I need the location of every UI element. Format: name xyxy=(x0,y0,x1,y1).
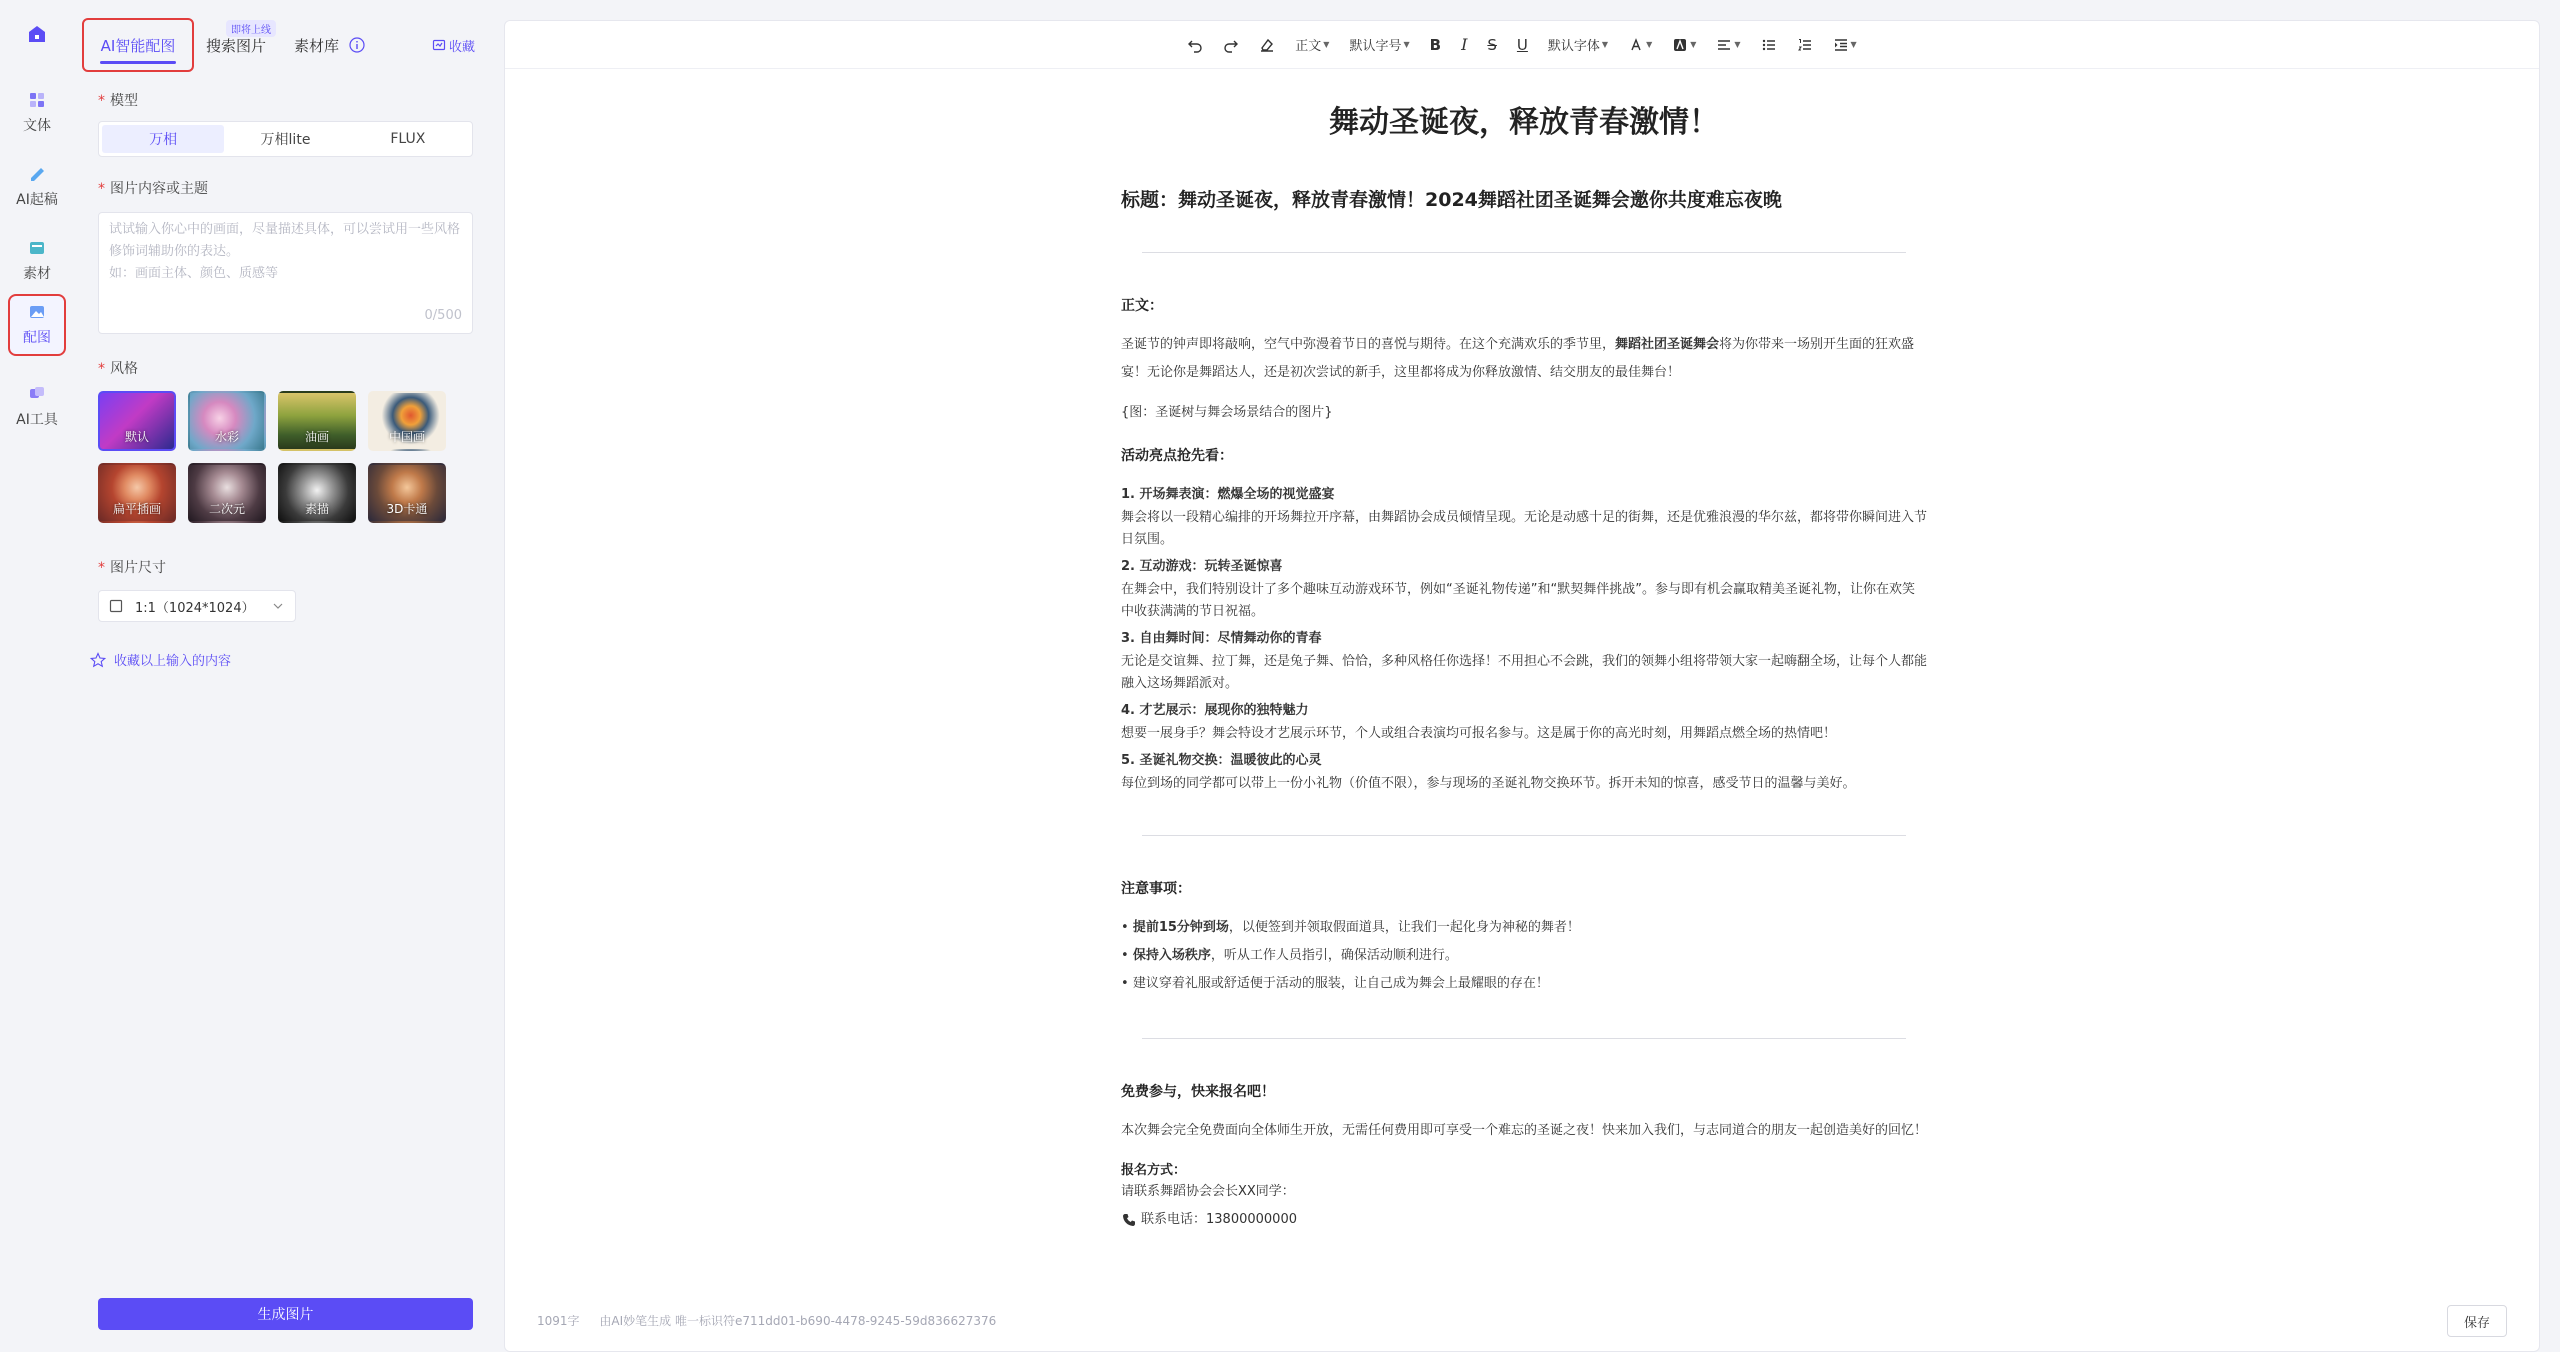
rail-item-ai-draft[interactable]: AI起稿 xyxy=(8,156,66,218)
bullet-list-icon xyxy=(1761,37,1777,53)
align-left-icon xyxy=(1716,37,1732,53)
highlight-item: 4. 才艺展示：展现你的独特魅力 想要一展身手？舞会特设才艺展示环节，个人或组合表演均可报名参与。这是属于你的高光时刻，用舞蹈点燃全场的热情吧！ xyxy=(1121,703,1837,741)
font-size-select[interactable]: 默认字号 ▼ xyxy=(1349,35,1409,54)
italic-button[interactable]: I xyxy=(1461,35,1468,54)
size-select[interactable] xyxy=(98,590,296,622)
highlight-icon xyxy=(1672,37,1688,53)
model-option-wanxiang-lite[interactable]: 万相lite xyxy=(260,132,311,148)
chevron-down-icon xyxy=(271,599,285,613)
divider xyxy=(1142,252,1906,253)
tab-ai-image[interactable]: AI智能配图 xyxy=(82,18,194,72)
image-panel xyxy=(74,0,494,1352)
doc-subtitle: 标题：舞动圣诞夜，释放青春激情！2024舞蹈社团圣诞舞会邀你共度难忘夜晚 xyxy=(1121,189,1782,211)
left-rail xyxy=(0,0,74,1352)
free-heading: 免费参与，快来报名吧！ xyxy=(1121,1084,1275,1100)
rail-item-image[interactable]: 配图 xyxy=(8,294,66,356)
model-selector xyxy=(98,121,473,157)
phone-line xyxy=(1121,1206,1927,1234)
panel-tabs xyxy=(82,18,486,72)
home-icon[interactable] xyxy=(27,24,47,44)
notes-heading: 注意事项： xyxy=(1121,881,1191,897)
undo-icon xyxy=(1187,37,1203,53)
font-family-label: 默认字体 xyxy=(1547,39,1600,54)
save-input-label: 收藏以上输入的内容 xyxy=(114,654,232,669)
redo-icon xyxy=(1223,37,1239,53)
style-card-3d-cartoon[interactable]: 3D卡通 xyxy=(368,463,446,523)
model-option-flux[interactable]: FLUX xyxy=(390,131,426,147)
favorites-label: 收藏 xyxy=(449,39,476,55)
material-icon xyxy=(28,239,46,257)
note-item: • 提前15分钟到场，以便签到并领取假面道具，让我们一起化身为神秘的舞者！ xyxy=(1121,920,1580,935)
highlight-item: 1. 开场舞表演：燃爆全场的视觉盛宴 舞会将以一段精心编排的开场舞拉开序幕，由舞蹈协会成员倾情呈现。无论是动感十足的街舞，还是优雅浪漫的华尔兹，都将带你瞬间进入节日氛围。 xyxy=(1121,487,1928,547)
signup-heading: 报名方式： xyxy=(1121,1163,1187,1178)
font-color-button[interactable]: ▼ xyxy=(1628,37,1652,53)
style-grid xyxy=(98,391,458,523)
highlight-color-button[interactable]: ▼ xyxy=(1672,37,1696,53)
strikethrough-button[interactable]: S xyxy=(1487,35,1497,54)
indent-icon xyxy=(1833,37,1849,53)
paragraph-style-label: 正文 xyxy=(1295,39,1322,54)
generated-by: 由AI妙笔生成 唯一标识符e711dd01-b690-4478-9245-59d836627376 xyxy=(599,1314,997,1328)
style-label: * 风格 xyxy=(98,361,138,377)
indent-button[interactable]: ▼ xyxy=(1833,37,1857,53)
highlight-item: 2. 互动游戏：玩转圣诞惊喜 在舞会中，我们特别设计了多个趣味互动游戏环节，例如“圣诞礼物传递”和“默契舞伴挑战”。参与即有机会赢取精美圣诞礼物，让你在欢笑中收获满满的节日祝福。 xyxy=(1121,559,1915,619)
style-card-default[interactable]: 默认 xyxy=(98,391,176,451)
style-card-sketch[interactable]: 素描 xyxy=(278,463,356,523)
favorites-icon xyxy=(432,38,446,52)
phone-number: 联系电话：13800000000 xyxy=(1141,1212,1297,1227)
style-card-oil[interactable]: 油画 xyxy=(278,391,356,451)
rail-item-material[interactable]: 素材 xyxy=(8,230,66,292)
intro-paragraph: 圣诞节的钟声即将敲响，空气中弥漫着节日的喜悦与期待。在这个充满欢乐的季节里，舞蹈社团圣诞舞会将为你带来一场别开生面的狂欢盛宴！无论你是舞蹈达人，还是初次尝试的新手，这里都将成为你释放激情、结交朋友的最佳舞台！ xyxy=(1121,337,1915,380)
highlights-heading: 活动亮点抢先看： xyxy=(1121,448,1233,464)
divider xyxy=(1142,835,1906,836)
free-paragraph: 本次舞会完全免费面向全体师生开放，无需任何费用即可享受一个难忘的圣诞之夜！快来加入我们，与志同道合的朋友一起创造美好的回忆！ xyxy=(1121,1123,1928,1138)
image-placeholder-note: {图：圣诞树与舞会场景结合的图片} xyxy=(1121,405,1333,420)
image-icon xyxy=(28,303,46,321)
note-item: • 建议穿着礼服或舒适便于活动的服装，让自己成为舞会上最耀眼的存在！ xyxy=(1121,976,1549,991)
align-button[interactable]: ▼ xyxy=(1716,37,1740,53)
doc-title: 舞动圣诞夜，释放青春激情！ xyxy=(1329,105,1719,140)
body-heading: 正文： xyxy=(1121,298,1163,314)
font-size-label: 默认字号 xyxy=(1349,39,1402,54)
document-content[interactable] xyxy=(1121,91,1927,1234)
save-input-link[interactable] xyxy=(90,650,231,669)
save-button[interactable]: 保存 xyxy=(2447,1305,2507,1337)
font-color-icon xyxy=(1628,37,1644,53)
ai-tools-icon xyxy=(28,385,46,403)
size-label: * 图片尺寸 xyxy=(98,560,166,576)
phone-icon xyxy=(1121,1212,1137,1228)
contact-line: 请联系舞蹈协会会长XX同学： xyxy=(1121,1184,1295,1199)
highlights-list xyxy=(1121,483,1927,795)
generate-image-button[interactable]: 生成图片 xyxy=(98,1298,473,1330)
redo-button[interactable] xyxy=(1223,37,1239,53)
clear-format-button[interactable] xyxy=(1259,37,1275,53)
style-card-watercolor[interactable]: 水彩 xyxy=(188,391,266,451)
editor xyxy=(504,20,2540,1352)
style-card-chinese-painting[interactable]: 中国画 xyxy=(368,391,446,451)
style-card-anime[interactable]: 二次元 xyxy=(188,463,266,523)
ai-draft-icon xyxy=(28,165,46,183)
undo-button[interactable] xyxy=(1187,37,1203,53)
prompt-input[interactable] xyxy=(109,219,462,299)
favorites-button[interactable] xyxy=(432,18,475,72)
paragraph-style-select[interactable]: 正文 ▼ xyxy=(1295,35,1329,54)
highlight-item: 3. 自由舞时间：尽情舞动你的青春 无论是交谊舞、拉丁舞，还是兔子舞、恰恰，多种风格任你选择！不用担心不会跳，我们的领舞小组将带领大家一起嗨翻全场，让每个人都能融入这场舞蹈派对。 xyxy=(1121,631,1928,691)
info-icon[interactable] xyxy=(349,37,365,53)
style-card-flat-illustration[interactable]: 扁平插画 xyxy=(98,463,176,523)
tab-material-library-label: 素材库 xyxy=(294,36,340,55)
document-icon xyxy=(28,91,46,109)
tab-search-image[interactable]: 搜索图片 xyxy=(206,36,267,55)
underline-button[interactable]: U xyxy=(1516,35,1528,54)
divider xyxy=(1142,1038,1906,1039)
font-family-select[interactable]: 默认字体 ▼ xyxy=(1548,35,1608,54)
star-icon xyxy=(90,652,106,668)
tab-material-library[interactable] xyxy=(294,18,365,72)
word-count: 1091字 xyxy=(537,1314,580,1328)
numbered-list-icon xyxy=(1797,37,1813,53)
editor-toolbar xyxy=(505,21,2539,69)
status-bar xyxy=(537,1312,996,1329)
numbered-list-button[interactable] xyxy=(1797,37,1813,53)
model-label: * 模型 xyxy=(98,93,138,109)
rail-item-ai-tools[interactable]: AI工具 xyxy=(8,376,66,438)
bold-button[interactable]: B xyxy=(1429,35,1442,54)
coming-soon-badge: 即将上线 xyxy=(226,20,276,37)
size-value: 1:1（1024*1024） xyxy=(135,600,255,616)
aspect-ratio-icon xyxy=(109,599,123,613)
notes-list xyxy=(1121,914,1927,998)
prompt-box xyxy=(98,212,473,334)
prompt-label: * 图片内容或主题 xyxy=(98,181,208,197)
highlight-item: 5. 圣诞礼物交换：温暖彼此的心灵 每位到场的同学都可以带上一份小礼物（价值不限），参与现场的圣诞礼物交换环节。拆开未知的惊喜，感受节日的温馨与美好。 xyxy=(1121,753,1856,791)
rail-item-wenti[interactable]: 文体 xyxy=(8,82,66,144)
bullet-list-button[interactable] xyxy=(1761,37,1777,53)
char-counter: 0/500 xyxy=(424,308,462,323)
eraser-icon xyxy=(1259,37,1275,53)
note-item: • 保持入场秩序，听从工作人员指引，确保活动顺利进行。 xyxy=(1121,948,1458,963)
model-option-wanxiang[interactable]: 万相 xyxy=(102,125,224,153)
